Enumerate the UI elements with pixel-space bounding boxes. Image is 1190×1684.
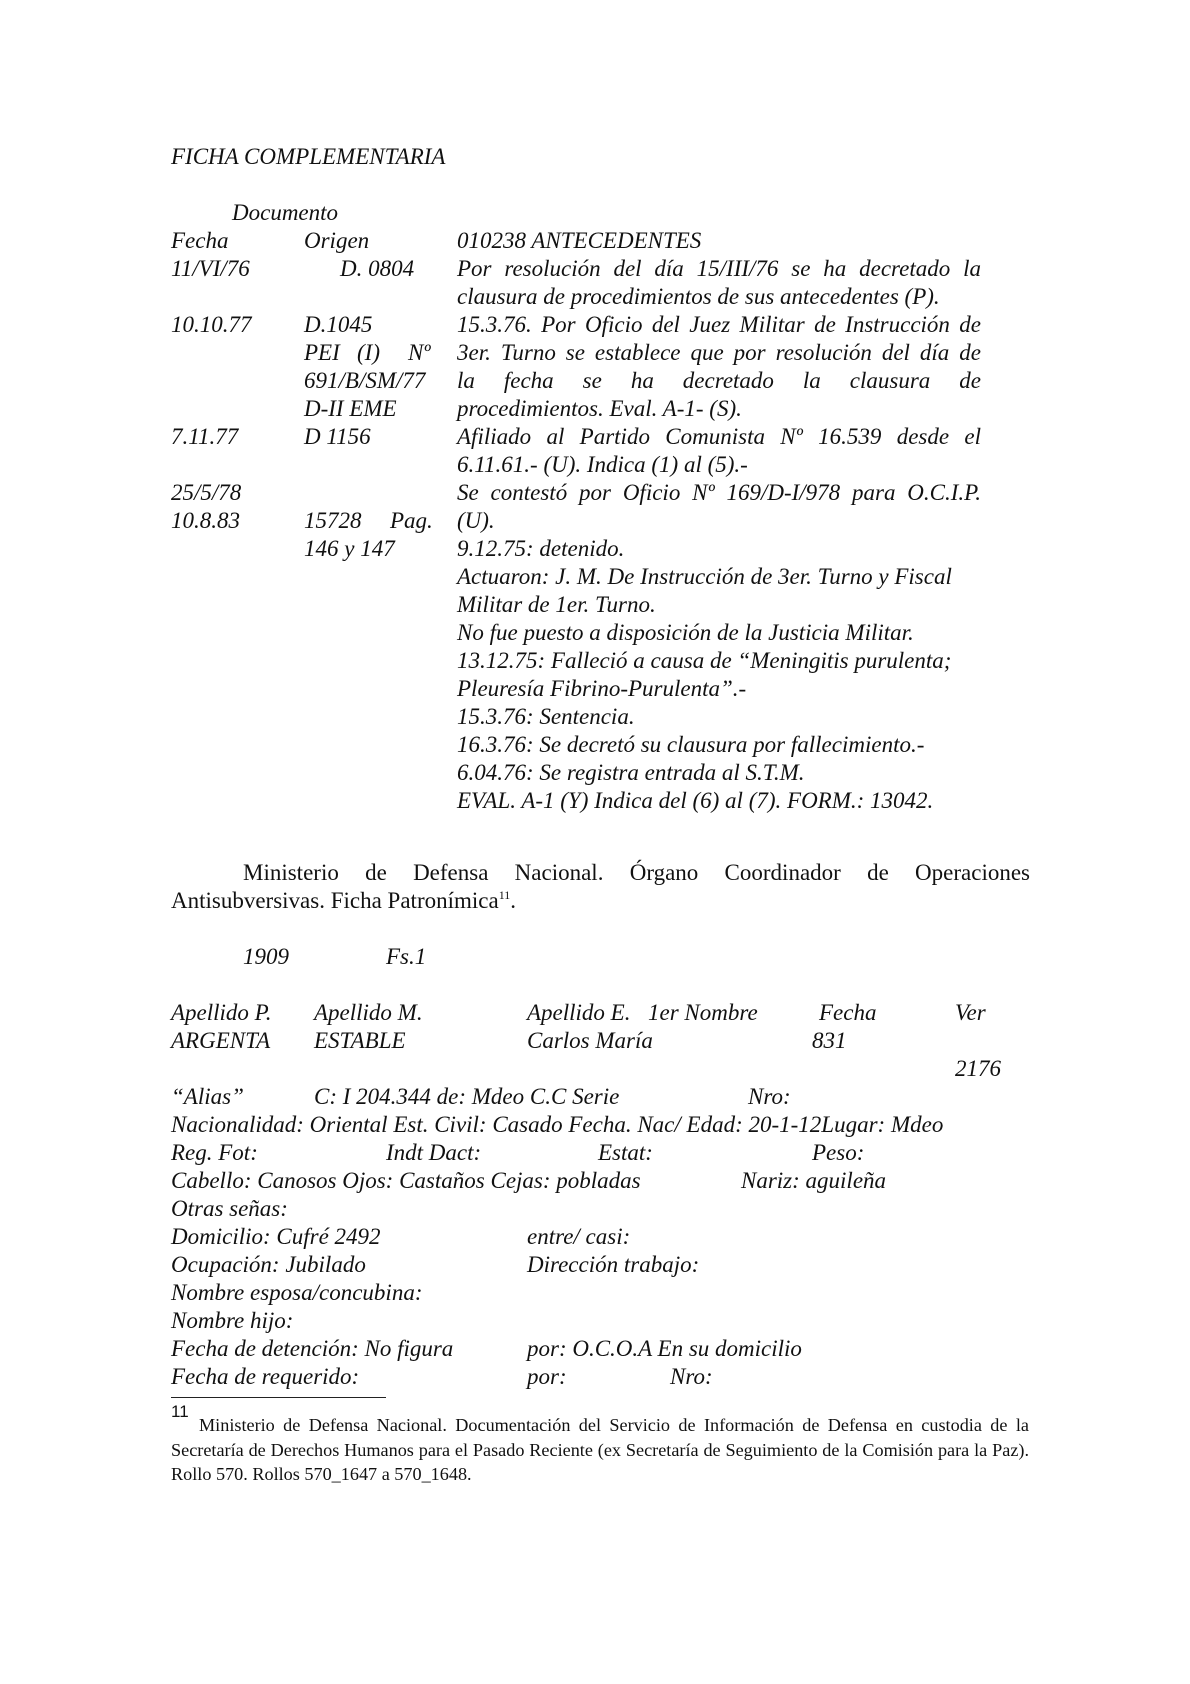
row2-origen-nro: Nº: [408, 340, 431, 365]
row4-text: Se contestó por Oficio Nº 169/D-I/978 para O.C.I.P.: [457, 480, 981, 505]
row5-fecha: 10.8.83: [171, 508, 240, 533]
row5-origen-num: 15728: [304, 508, 362, 533]
paragraph-line: [171, 887, 516, 918]
entre-casi-field: entre/ casi:: [527, 1224, 631, 1249]
row5-text-line: 13.12.75: Falleció a causa de “Meningitis purulenta;: [457, 648, 952, 673]
row1-fecha: 11/VI/76: [171, 256, 250, 281]
row5-origen-line: 146 y 147: [304, 536, 395, 561]
row2-origen-line: D-II EME: [304, 396, 397, 421]
row1-origen: D. 0804: [340, 256, 415, 281]
row5-text-line: 16.3.76: Se decretó su clausura por fallecimiento.-: [457, 732, 925, 757]
label-fecha: Fecha: [819, 1000, 877, 1025]
indt-dact-field: Indt Dact:: [386, 1140, 482, 1165]
row5-text-line: (U).: [457, 508, 495, 533]
por-field: por:: [527, 1364, 567, 1389]
nacionalidad-field: Nacionalidad: Oriental Est. Civil: Casado Fecha. Nac/ Edad: 20-1-12Lugar: Mdeo: [171, 1112, 944, 1137]
fecha-detencion-field: Fecha de detención: No figura: [171, 1336, 454, 1361]
row3-origen: D 1156: [304, 424, 371, 449]
value-apellido-m: ESTABLE: [314, 1028, 406, 1053]
row2-origen-pei: PEI: [304, 340, 340, 365]
ficha-number: 1909: [243, 944, 289, 969]
value-nombre: Carlos María: [527, 1028, 653, 1053]
ficha-fs: Fs.1: [386, 944, 427, 969]
header-fecha: Fecha: [171, 228, 229, 253]
header-origen: Origen: [304, 228, 370, 253]
paragraph-period: .: [510, 888, 517, 913]
row2-origen-line: D.1045: [304, 312, 373, 337]
alias-label: “Alias”: [171, 1084, 244, 1109]
label-apellido-e: Apellido E.: [527, 1000, 631, 1025]
paragraph-text: Antisubversivas. Ficha Patronímica: [171, 888, 499, 913]
label-apellido-p: Apellido P.: [171, 1000, 272, 1025]
footnote-text: Ministerio de Defensa Nacional. Documentación del Servicio de Información de Defensa en custodia de la Secretaría de Derechos Humanos para el Pasado Reciente (ex Secretaría de Seguimiento de la Comisión para la Paz). Rollo 570. Rollos 570_1647 a 570_1648.: [171, 1415, 1029, 1484]
row5-text-line: Militar de 1er. Turno.: [457, 592, 656, 617]
footnote-number: 11: [171, 1402, 189, 1421]
row3-fecha: 7.11.77: [171, 424, 239, 449]
row5-text-line: Actuaron: J. M. De Instrucción de 3er. Turno y Fiscal: [457, 564, 952, 589]
row2-text-line: procedimientos. Eval. A-1- (S).: [457, 396, 742, 421]
row5-text-line: No fue puesto a disposición de la Justicia Militar.: [457, 620, 914, 645]
row2-fecha: 10.10.77: [171, 312, 252, 337]
nombre-hijo-field: Nombre hijo:: [171, 1308, 294, 1333]
direccion-trabajo-field: Dirección trabajo:: [527, 1252, 700, 1277]
cedula-field: C: I 204.344 de: Mdeo C.C Serie: [314, 1084, 620, 1109]
otras-senas-field: Otras señas:: [171, 1196, 288, 1221]
row1-text-line: clausura de procedimientos de sus antecedentes (P).: [457, 284, 940, 309]
nro-field: Nro:: [748, 1084, 791, 1109]
row5-text-line: 6.04.76: Se registra entrada al S.T.M.: [457, 760, 805, 785]
label-apellido-m: Apellido M.: [314, 1000, 423, 1025]
nombre-esposa-field: Nombre esposa/concubina:: [171, 1280, 423, 1305]
row2-origen-line: 691/B/SM/77: [304, 368, 426, 393]
row1-text-line: Por resolución del día 15/III/76 se ha decretado la: [457, 256, 981, 281]
label-nombre: 1er Nombre: [648, 1000, 758, 1025]
row5-text-line: Pleuresía Fibrino-Purulenta”.-: [457, 676, 747, 701]
value-fecha: 831: [812, 1028, 847, 1053]
row2-text-line: 15.3.76. Por Oficio del Juez Militar de Instrucción de: [457, 312, 981, 337]
header-antecedentes: 010238 ANTECEDENTES: [457, 228, 702, 253]
row2-text-line: 3er. Turno se establece que por resolución del día de: [457, 340, 981, 365]
label-ver: Ver: [955, 1000, 986, 1025]
footnote-separator: [171, 1397, 386, 1398]
fecha-requerido-field: Fecha de requerido:: [171, 1364, 360, 1389]
row3-text-line: 6.11.61.- (U). Indica (1) al (5).-: [457, 452, 748, 477]
row2-origen-i: (I): [357, 340, 380, 365]
footnote-reference: 11: [498, 888, 511, 902]
header-documento: Documento: [232, 200, 339, 225]
reg-fot-field: Reg. Fot:: [171, 1140, 258, 1165]
page-heading: FICHA COMPLEMENTARIA: [171, 144, 446, 169]
row5-text-line: 15.3.76: Sentencia.: [457, 704, 635, 729]
paragraph-line: Ministerio de Defensa Nacional. Órgano Coordinador de Operaciones: [243, 860, 1030, 885]
estat-field: Estat:: [598, 1140, 653, 1165]
nro-requerido-field: Nro:: [670, 1364, 713, 1389]
row5-origen-pag: Pag.: [390, 508, 433, 533]
nariz-field: Nariz: aguileña: [741, 1168, 887, 1193]
row5-text-line: 9.12.75: detenido.: [457, 536, 625, 561]
ocupacion-field: Ocupación: Jubilado: [171, 1252, 366, 1277]
value-apellido-p: ARGENTA: [171, 1028, 271, 1053]
value-ver: 2176: [955, 1056, 1001, 1081]
row3-text-line: Afiliado al Partido Comunista Nº 16.539 desde el: [457, 424, 981, 449]
peso-field: Peso:: [812, 1140, 865, 1165]
row5-text-line: EVAL. A-1 (Y) Indica del (6) al (7). FORM.: 13042.: [457, 788, 934, 813]
row4-fecha: 25/5/78: [171, 480, 242, 505]
domicilio-field: Domicilio: Cufré 2492: [171, 1224, 381, 1249]
por-ocoa-field: por: O.C.O.A En su domicilio: [527, 1336, 802, 1361]
cabello-field: Cabello: Canosos Ojos: Castaños Cejas: pobladas: [171, 1168, 641, 1193]
row2-text-line: la fecha se ha decretado la clausura de: [457, 368, 981, 393]
